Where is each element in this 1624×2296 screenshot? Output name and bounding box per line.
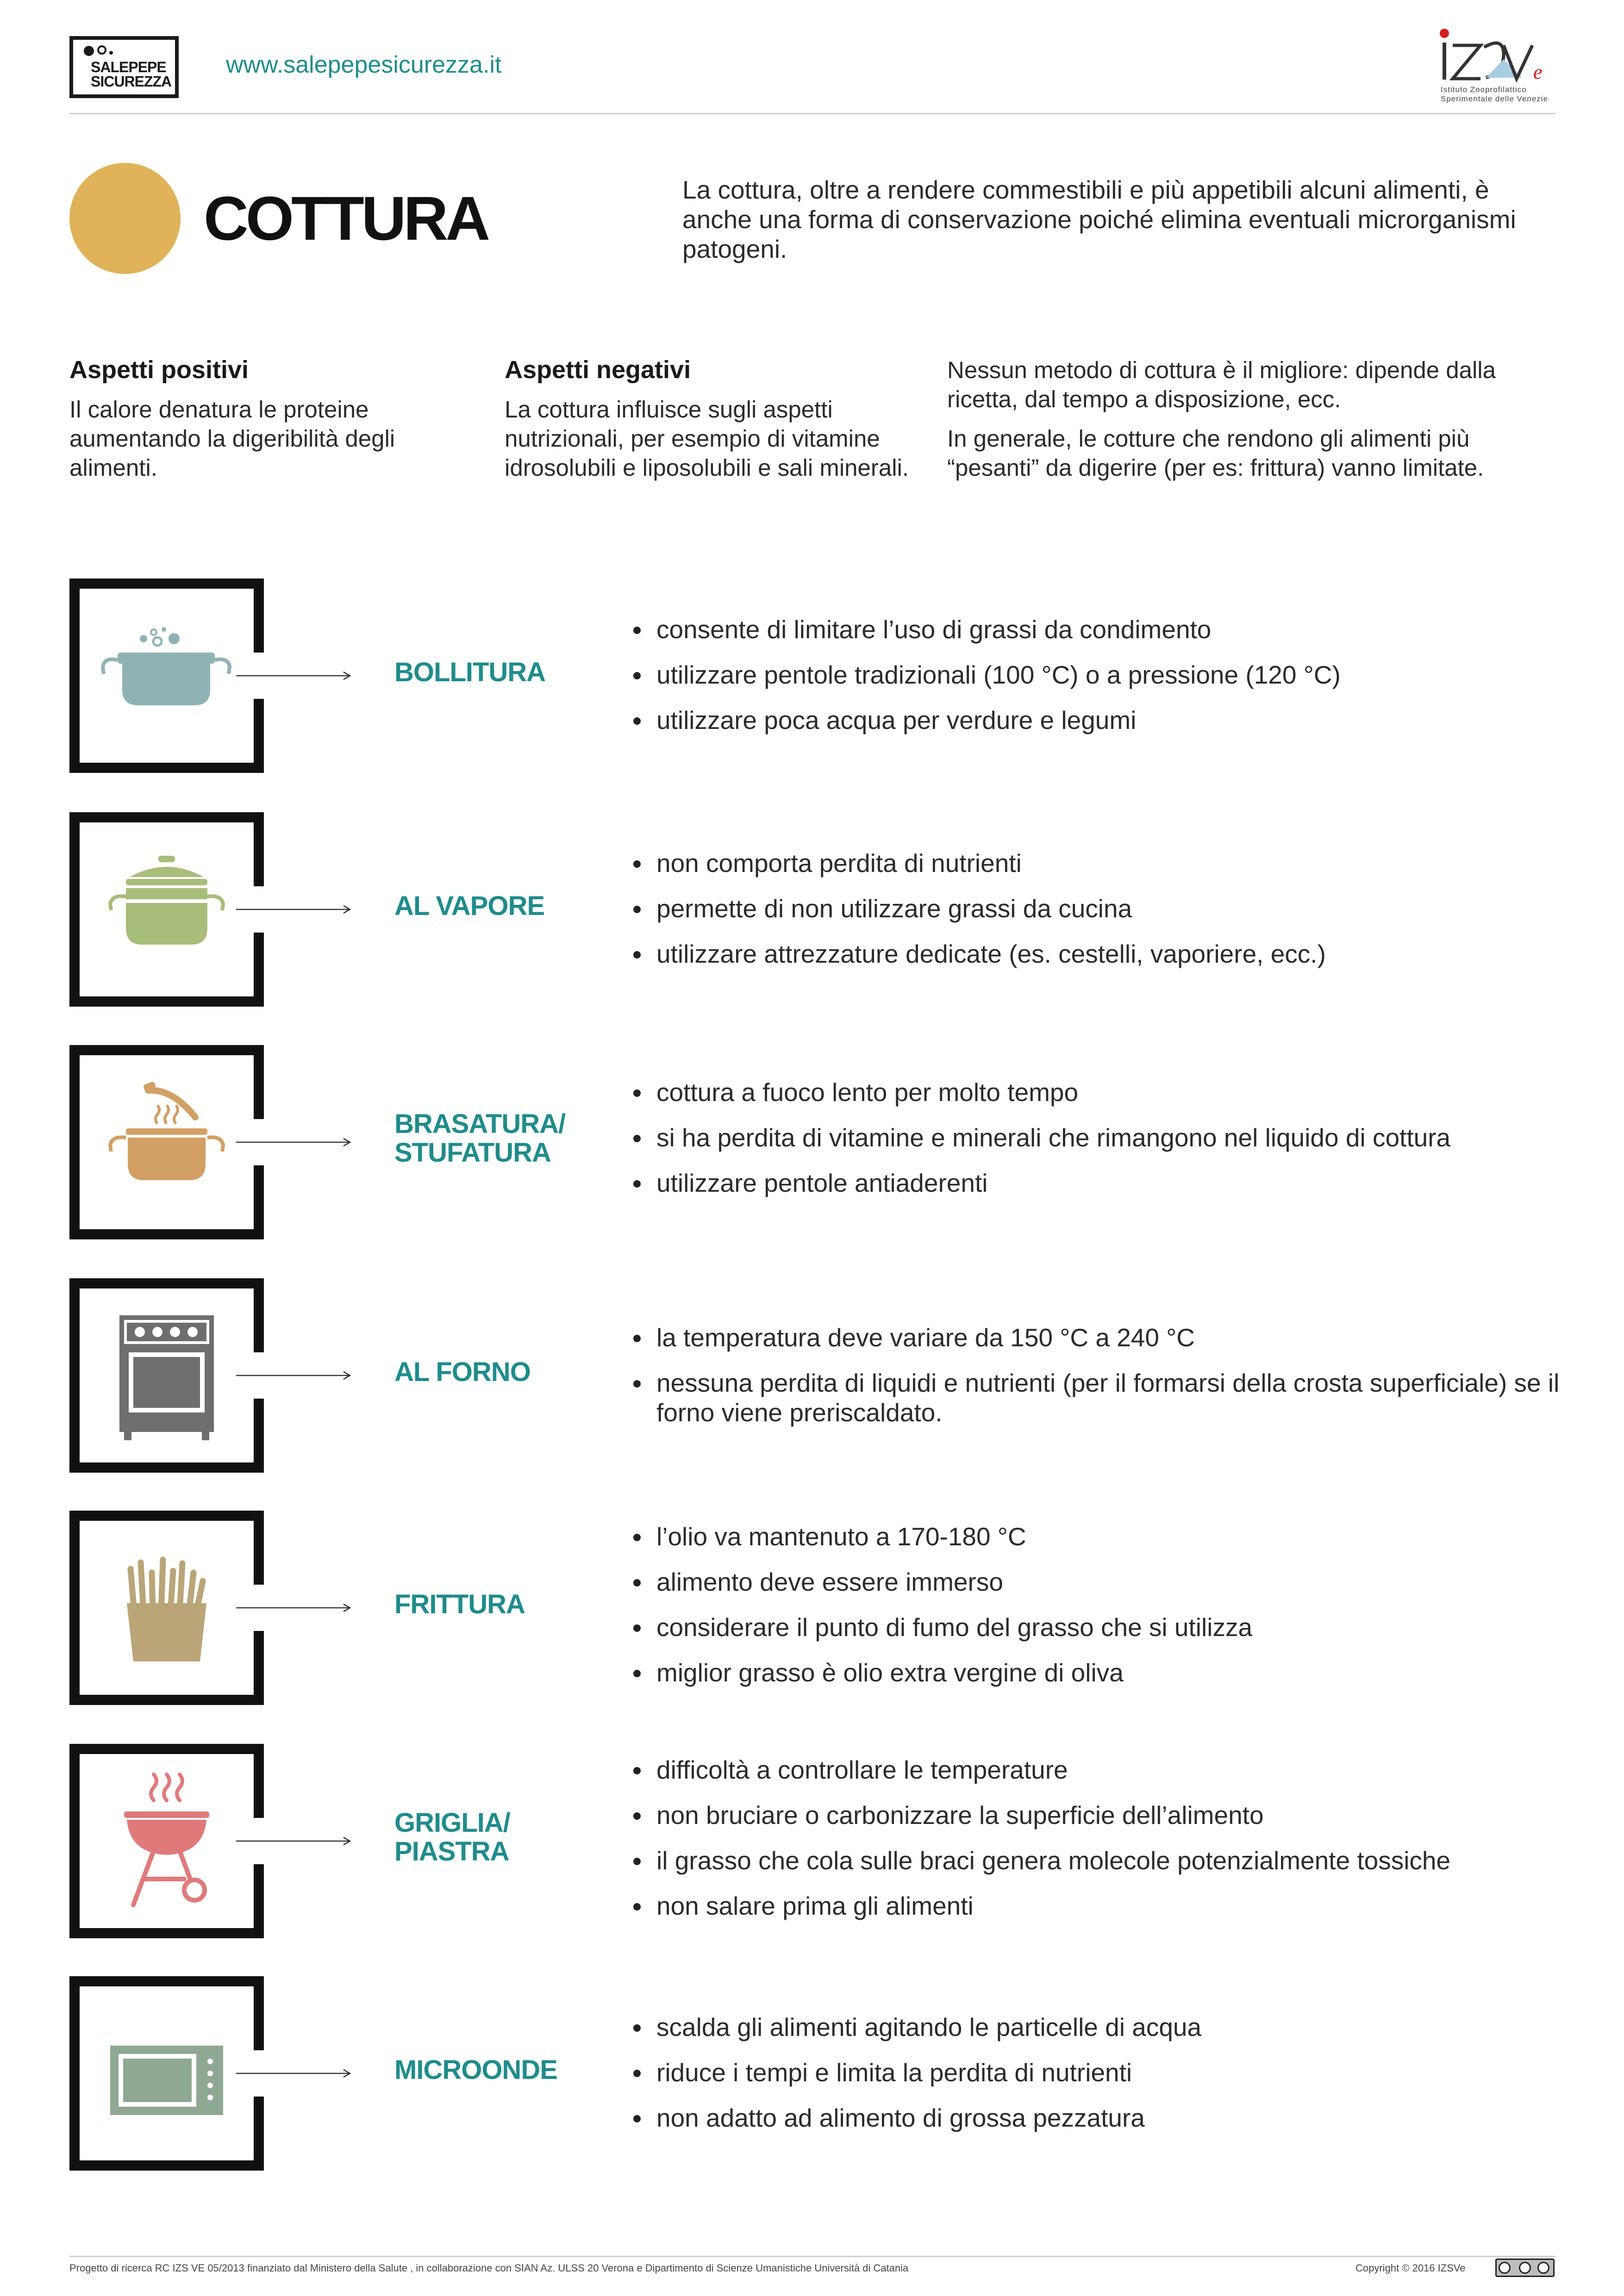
french-fries-icon <box>89 1538 244 1677</box>
arrow-icon <box>236 2069 352 2078</box>
list-item: utilizzare pentole antiaderenti <box>630 1168 1569 1198</box>
list-item: non comporta perdita di nutrienti <box>630 848 1569 878</box>
arrow-icon <box>236 1138 352 1147</box>
method-icon-frame <box>69 1976 264 2171</box>
general-paragraph-2: In generale, le cotture che rendono gli alimenti più “pesanti” da digerire (per es: frittura) vanno limitate. <box>947 425 1484 481</box>
boiling-pot-icon <box>89 606 244 745</box>
list-item: utilizzare attrezzature dedicate (es. cestelli, vaporiere, ecc.) <box>630 939 1569 969</box>
bullet-list-frittura <box>630 1522 1569 1703</box>
arrow-icon <box>236 671 352 680</box>
method-row-microonde <box>0 1976 1624 2171</box>
logo-dots-icon <box>82 44 124 60</box>
method-name-line1: AL VAPORE <box>394 891 545 921</box>
list-item: non adatto ad alimento di grossa pezzatura <box>630 2103 1569 2133</box>
izsve-subtitle <box>1441 85 1548 104</box>
method-row-al-forno <box>0 1278 1624 1473</box>
arrow-icon <box>236 1371 352 1380</box>
izsve-subtitle-line2: Sperimentale delle Venezie <box>1441 94 1549 103</box>
list-item: il grasso che cola sulle braci genera molecole potenzialmente tossiche <box>630 1846 1569 1875</box>
microwave-icon <box>89 2004 244 2143</box>
method-icon-frame <box>69 1278 264 1473</box>
bullet-list-brasatura <box>630 1077 1569 1213</box>
general-column <box>947 355 1563 492</box>
list-item: nessuna perdita di liquidi e nutrienti (per il formarsi della crosta superficiale) se il forno viene preriscaldato. <box>630 1368 1569 1427</box>
arrow-icon <box>236 905 352 914</box>
method-name-line1: AL FORNO <box>394 1357 531 1387</box>
positives-heading: Aspetti positivi <box>69 356 249 384</box>
list-item: difficoltà a controllare le temperature <box>630 1755 1569 1785</box>
method-name-line1: GRIGLIA/ <box>394 1808 510 1838</box>
footer-divider <box>69 2256 1555 2257</box>
creative-commons-icon <box>1495 2259 1555 2277</box>
list-item: permette di non utilizzare grassi da cucina <box>630 894 1569 923</box>
logo-text <box>91 60 171 89</box>
negatives-text: La cottura influisce sugli aspetti nutrizionali, per esempio di vitamine idrosolubili e liposolubili e sali minerali. <box>505 396 909 481</box>
site-url-link[interactable]: www.salepepesicurezza.it <box>226 51 502 78</box>
method-name-bollitura <box>394 658 545 687</box>
method-row-griglia <box>0 1744 1624 1938</box>
list-item: considerare il punto di fumo del grasso che si utilizza <box>630 1612 1569 1642</box>
salepepe-logo <box>69 36 179 98</box>
method-icon-frame <box>69 1744 264 1938</box>
logo-text-line2: SICUREZZA <box>91 73 172 90</box>
method-icon-frame <box>69 1045 264 1239</box>
method-row-al-vapore <box>0 812 1624 1007</box>
barbecue-grill-icon <box>89 1772 244 1910</box>
arrow-icon <box>236 1603 352 1612</box>
intro-text: La cottura, oltre a rendere commestibili e più appetibili alcuni alimenti, è anche una forma di conservazione poiché elimina eventuali microrganismi patogeni. <box>682 175 1516 263</box>
method-name-line1: BRASATURA/ <box>394 1109 566 1139</box>
method-row-bollitura <box>0 579 1624 773</box>
method-icon-frame <box>69 579 264 773</box>
method-name-line1: BOLLITURA <box>394 657 546 687</box>
positives-text: Il calore denatura le proteine aumentando la digeribilità degli alimenti. <box>69 396 395 481</box>
list-item: alimento deve essere immerso <box>630 1567 1569 1597</box>
method-name-al-forno <box>394 1358 531 1387</box>
list-item: utilizzare pentole tradizionali (100 °C) o a pressione (120 °C) <box>630 660 1569 690</box>
footer-project-text: Progetto di ricerca RC IZS VE 05/2013 finanziato dal Ministero della Salute , in collaborazione con SIAN Az. ULSS 20 Verona e Dipartimento di Scienze Umanistiche Università di Catania <box>69 2262 909 2274</box>
method-name-griglia <box>394 1809 510 1866</box>
general-paragraph-1: Nessun metodo di cottura è il migliore: dipende dalla ricetta, dal tempo a disposizione, ecc. <box>947 357 1496 412</box>
list-item: utilizzare poca acqua per verdure e legumi <box>630 705 1569 735</box>
izsve-subtitle-line1: Istituto Zooprofilattico <box>1441 85 1527 94</box>
list-item: la temperatura deve variare da 150 °C a 240 °C <box>630 1323 1569 1352</box>
negatives-column <box>505 355 921 492</box>
steamer-pot-icon <box>89 840 244 979</box>
title-dot-icon <box>69 163 181 274</box>
method-name-line2: STUFATURA <box>394 1138 551 1168</box>
negatives-heading: Aspetti negativi <box>505 356 691 384</box>
method-name-microonde <box>394 2056 557 2084</box>
list-item: miglior grasso è olio extra vergine di oliva <box>630 1658 1569 1687</box>
list-item: cottura a fuoco lento per molto tempo <box>630 1077 1569 1107</box>
method-name-line1: FRITTURA <box>394 1589 525 1619</box>
method-name-brasatura <box>394 1110 565 1167</box>
list-item: consente di limitare l’uso di grassi da condimento <box>630 615 1569 644</box>
header-divider <box>69 113 1555 114</box>
list-item: non salare prima gli alimenti <box>630 1891 1569 1921</box>
list-item: l’olio va mantenuto a 170-180 °C <box>630 1522 1569 1551</box>
oven-icon <box>89 1306 244 1445</box>
logo-text-line1: SALEPEPE <box>91 59 166 75</box>
bullet-list-microonde <box>630 2012 1569 2148</box>
page-title: COTTURA <box>204 184 488 253</box>
bullet-list-al-vapore <box>630 848 1569 984</box>
braising-pot-icon <box>89 1073 244 1212</box>
method-name-frittura <box>394 1590 525 1619</box>
method-row-frittura <box>0 1511 1624 1705</box>
method-name-line1: MICROONDE <box>394 2055 557 2085</box>
method-name-line2: PIASTRA <box>394 1836 509 1867</box>
arrow-icon <box>236 1836 352 1846</box>
bullet-list-al-forno <box>630 1323 1569 1443</box>
positives-column <box>69 355 477 492</box>
list-item: si ha perdita di vitamine e minerali che rimangono nel liquido di cottura <box>630 1123 1569 1152</box>
list-item: scalda gli alimenti agitando le particelle di acqua <box>630 2012 1569 2042</box>
method-icon-frame <box>69 812 264 1007</box>
list-item: riduce i tempi e limita la perdita di nutrienti <box>630 2058 1569 2087</box>
svg-text:e: e <box>1533 61 1543 83</box>
bullet-list-griglia <box>630 1755 1569 1936</box>
method-name-al-vapore <box>394 892 544 921</box>
footer-copyright: Copyright © 2016 IZSVe <box>1355 2262 1466 2274</box>
method-row-brasatura <box>0 1045 1624 1239</box>
method-icon-frame <box>69 1511 264 1705</box>
list-item: non bruciare o carbonizzare la superficie dell’alimento <box>630 1800 1569 1830</box>
bullet-list-bollitura <box>630 615 1569 751</box>
